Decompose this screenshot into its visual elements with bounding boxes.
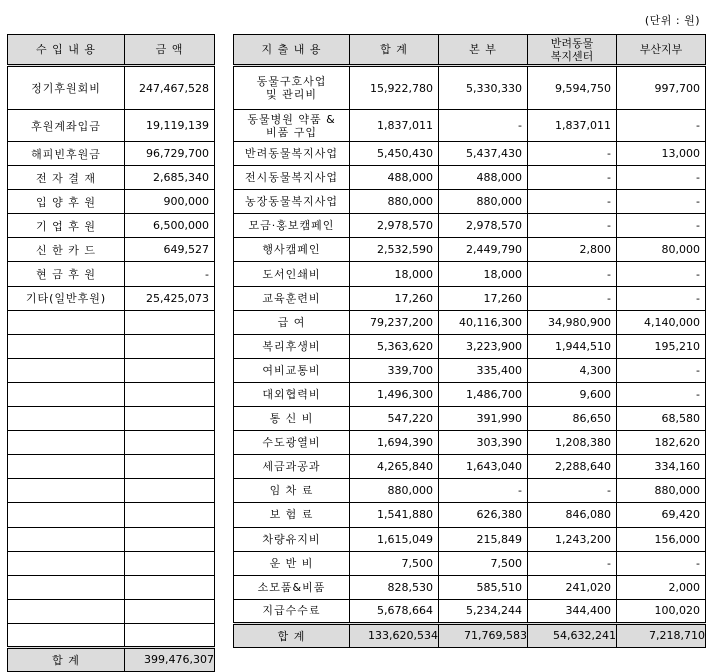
income-row	[8, 599, 215, 623]
expense-center: -	[528, 286, 617, 310]
income-amount	[125, 455, 215, 479]
expense-busan: 2,000	[617, 575, 706, 599]
income-amount	[125, 551, 215, 575]
expense-item: 세금과공과	[234, 455, 350, 479]
expense-hq: 5,234,244	[439, 599, 528, 623]
income-amount: 25,425,073	[125, 286, 215, 310]
expense-item: 동물구호사업 및 관리비	[234, 66, 350, 110]
expense-hq: -	[439, 479, 528, 503]
expense-busan: -	[617, 110, 706, 142]
expense-center: 1,243,200	[528, 527, 617, 551]
expense-item: 통 신 비	[234, 407, 350, 431]
income-item	[8, 407, 125, 431]
expense-hq: 880,000	[439, 190, 528, 214]
expense-row	[234, 407, 706, 431]
income-header-row	[8, 35, 215, 66]
expense-hq: 1,643,040	[439, 455, 528, 479]
expense-row	[234, 527, 706, 551]
expense-row	[234, 262, 706, 286]
expense-center: -	[528, 479, 617, 503]
expense-total-busan: 7,218,710	[617, 623, 706, 647]
income-header-item: 수 입 내 용	[8, 35, 125, 66]
expense-item: 반려동물복지사업	[234, 142, 350, 166]
expense-hq: 215,849	[439, 527, 528, 551]
expense-busan: 80,000	[617, 238, 706, 262]
income-item: 현 금 후 원	[8, 262, 125, 286]
income-amount	[125, 599, 215, 623]
expense-center: 1,837,011	[528, 110, 617, 142]
expense-busan: -	[617, 166, 706, 190]
expense-hq: 303,390	[439, 431, 528, 455]
expense-hq: 1,486,700	[439, 382, 528, 406]
income-item	[8, 479, 125, 503]
expense-total: 17,260	[350, 286, 439, 310]
expense-row	[234, 575, 706, 599]
expense-row	[234, 479, 706, 503]
expense-hq: 40,116,300	[439, 310, 528, 334]
expense-row	[234, 382, 706, 406]
expense-busan: 13,000	[617, 142, 706, 166]
income-total-row	[8, 647, 215, 671]
expense-busan: 156,000	[617, 527, 706, 551]
expense-item: 급 여	[234, 310, 350, 334]
income-row	[8, 407, 215, 431]
expense-busan: 997,700	[617, 66, 706, 110]
expense-busan: 69,420	[617, 503, 706, 527]
expense-busan: -	[617, 262, 706, 286]
expense-total-center: 54,632,241	[528, 623, 617, 647]
expense-busan: 195,210	[617, 334, 706, 358]
expense-busan: -	[617, 286, 706, 310]
income-amount: 96,729,700	[125, 142, 215, 166]
income-row	[8, 166, 215, 190]
expense-row	[234, 334, 706, 358]
expense-row	[234, 110, 706, 142]
expense-center: 2,800	[528, 238, 617, 262]
expense-row	[234, 166, 706, 190]
income-amount	[125, 575, 215, 599]
income-item	[8, 382, 125, 406]
expense-busan: -	[617, 358, 706, 382]
expense-busan: 4,140,000	[617, 310, 706, 334]
income-amount	[125, 334, 215, 358]
income-item	[8, 455, 125, 479]
expense-row	[234, 599, 706, 623]
income-row	[8, 214, 215, 238]
expense-busan: 100,020	[617, 599, 706, 623]
expense-item: 보 험 료	[234, 503, 350, 527]
expense-total: 5,450,430	[350, 142, 439, 166]
expense-hq: -	[439, 110, 528, 142]
expense-row	[234, 503, 706, 527]
expense-center: -	[528, 190, 617, 214]
income-row	[8, 431, 215, 455]
income-item	[8, 431, 125, 455]
expense-center: 86,650	[528, 407, 617, 431]
income-header-amount: 금 액	[125, 35, 215, 66]
expense-center: 2,288,640	[528, 455, 617, 479]
expense-center: 1,208,380	[528, 431, 617, 455]
income-amount	[125, 382, 215, 406]
expense-hq: 585,510	[439, 575, 528, 599]
expense-total: 18,000	[350, 262, 439, 286]
expense-body	[234, 66, 706, 624]
income-item	[8, 551, 125, 575]
income-row	[8, 142, 215, 166]
income-amount: 247,467,528	[125, 66, 215, 110]
expense-total: 2,532,590	[350, 238, 439, 262]
expense-busan: 68,580	[617, 407, 706, 431]
expense-total: 15,922,780	[350, 66, 439, 110]
expense-row	[234, 310, 706, 334]
expense-center: -	[528, 551, 617, 575]
expense-total: 1,694,390	[350, 431, 439, 455]
expense-header-total: 합 계	[350, 35, 439, 66]
income-amount	[125, 527, 215, 551]
income-amount: 900,000	[125, 190, 215, 214]
expense-total: 547,220	[350, 407, 439, 431]
income-row	[8, 575, 215, 599]
income-row	[8, 238, 215, 262]
expense-row	[234, 142, 706, 166]
expense-total-label: 합 계	[234, 623, 350, 647]
expense-center: -	[528, 166, 617, 190]
expense-total: 5,678,664	[350, 599, 439, 623]
expense-hq: 2,978,570	[439, 214, 528, 238]
expense-item: 임 차 료	[234, 479, 350, 503]
expense-row	[234, 214, 706, 238]
expense-center: 241,020	[528, 575, 617, 599]
expense-item: 지급수수료	[234, 599, 350, 623]
income-item	[8, 334, 125, 358]
expense-row	[234, 66, 706, 110]
expense-total: 1,837,011	[350, 110, 439, 142]
income-item: 전 자 결 재	[8, 166, 125, 190]
income-row	[8, 455, 215, 479]
income-amount: -	[125, 262, 215, 286]
expense-total: 880,000	[350, 190, 439, 214]
income-total-amount: 399,476,307	[125, 647, 215, 671]
expense-hq: 18,000	[439, 262, 528, 286]
income-amount	[125, 503, 215, 527]
expense-busan: 880,000	[617, 479, 706, 503]
income-row	[8, 358, 215, 382]
expense-row	[234, 551, 706, 575]
expense-total: 1,541,880	[350, 503, 439, 527]
income-item	[8, 599, 125, 623]
expense-busan: 334,160	[617, 455, 706, 479]
expense-hq: 5,330,330	[439, 66, 528, 110]
income-total-label: 합 계	[8, 647, 125, 671]
expense-total: 880,000	[350, 479, 439, 503]
expense-busan: -	[617, 551, 706, 575]
expense-header-item: 지 출 내 용	[234, 35, 350, 66]
expense-table	[233, 34, 706, 648]
expense-item: 행사캠페인	[234, 238, 350, 262]
expense-row	[234, 431, 706, 455]
income-item	[8, 575, 125, 599]
expense-hq: 391,990	[439, 407, 528, 431]
expense-total-hq: 71,769,583	[439, 623, 528, 647]
expense-total: 1,615,049	[350, 527, 439, 551]
expense-item: 전시동물복지사업	[234, 166, 350, 190]
income-amount	[125, 623, 215, 647]
expense-busan: -	[617, 214, 706, 238]
expense-total: 828,530	[350, 575, 439, 599]
income-item	[8, 503, 125, 527]
expense-row	[234, 238, 706, 262]
income-row	[8, 503, 215, 527]
income-item	[8, 310, 125, 334]
income-row	[8, 623, 215, 647]
expense-total: 7,500	[350, 551, 439, 575]
income-item: 정기후원회비	[8, 66, 125, 110]
income-row	[8, 262, 215, 286]
income-amount	[125, 431, 215, 455]
income-row	[8, 310, 215, 334]
expense-hq: 2,449,790	[439, 238, 528, 262]
income-body	[8, 66, 215, 648]
income-item: 기 업 후 원	[8, 214, 125, 238]
income-item: 신 한 카 드	[8, 238, 125, 262]
expense-total-row	[234, 623, 706, 647]
expense-item: 대외협력비	[234, 382, 350, 406]
income-amount: 6,500,000	[125, 214, 215, 238]
expense-item: 교육훈련비	[234, 286, 350, 310]
expense-center: 846,080	[528, 503, 617, 527]
expense-center: 4,300	[528, 358, 617, 382]
expense-header-row	[234, 35, 706, 66]
income-row	[8, 190, 215, 214]
expense-center: 9,594,750	[528, 66, 617, 110]
income-row	[8, 479, 215, 503]
expense-hq: 488,000	[439, 166, 528, 190]
income-amount	[125, 407, 215, 431]
income-item: 해피빈후원금	[8, 142, 125, 166]
expense-center: 344,400	[528, 599, 617, 623]
expense-item: 운 반 비	[234, 551, 350, 575]
expense-header-busan: 부산지부	[617, 35, 706, 66]
expense-center: 9,600	[528, 382, 617, 406]
expense-center: 1,944,510	[528, 334, 617, 358]
expense-busan: -	[617, 190, 706, 214]
expense-busan: 182,620	[617, 431, 706, 455]
expense-item: 동물병원 약품 & 비품 구입	[234, 110, 350, 142]
expense-item: 차량유지비	[234, 527, 350, 551]
expense-total-sum: 133,620,534	[350, 623, 439, 647]
expense-hq: 17,260	[439, 286, 528, 310]
income-row	[8, 551, 215, 575]
expense-total: 1,496,300	[350, 382, 439, 406]
income-row	[8, 334, 215, 358]
expense-row	[234, 190, 706, 214]
income-item: 기타(일반후원)	[8, 286, 125, 310]
income-item	[8, 527, 125, 551]
expense-item: 도서인쇄비	[234, 262, 350, 286]
expense-item: 소모품&비품	[234, 575, 350, 599]
expense-total: 5,363,620	[350, 334, 439, 358]
expense-item: 복리후생비	[234, 334, 350, 358]
income-amount: 2,685,340	[125, 166, 215, 190]
expense-center: 34,980,900	[528, 310, 617, 334]
income-amount	[125, 310, 215, 334]
expense-center: -	[528, 142, 617, 166]
expense-center: -	[528, 262, 617, 286]
income-item	[8, 358, 125, 382]
expense-total: 79,237,200	[350, 310, 439, 334]
expense-hq: 7,500	[439, 551, 528, 575]
expense-total: 339,700	[350, 358, 439, 382]
expense-total: 2,978,570	[350, 214, 439, 238]
expense-row	[234, 358, 706, 382]
income-row	[8, 66, 215, 110]
expense-hq: 626,380	[439, 503, 528, 527]
income-amount: 19,119,139	[125, 110, 215, 142]
expense-total: 4,265,840	[350, 455, 439, 479]
income-amount	[125, 358, 215, 382]
expense-item: 수도광열비	[234, 431, 350, 455]
expense-item: 농장동물복지사업	[234, 190, 350, 214]
income-amount: 649,527	[125, 238, 215, 262]
expense-busan: -	[617, 382, 706, 406]
income-item: 입 양 후 원	[8, 190, 125, 214]
expense-center: -	[528, 214, 617, 238]
income-row	[8, 382, 215, 406]
income-table	[7, 34, 215, 672]
expense-hq: 5,437,430	[439, 142, 528, 166]
income-row	[8, 527, 215, 551]
expense-item: 여비교통비	[234, 358, 350, 382]
unit-label: (단위 : 원)	[644, 14, 700, 27]
expense-header-center: 반려동물 복지센터	[528, 35, 617, 66]
expense-hq: 335,400	[439, 358, 528, 382]
income-item	[8, 623, 125, 647]
income-amount	[125, 479, 215, 503]
expense-hq: 3,223,900	[439, 334, 528, 358]
expense-total: 488,000	[350, 166, 439, 190]
income-row	[8, 110, 215, 142]
expense-item: 모금·홍보캠페인	[234, 214, 350, 238]
expense-row	[234, 286, 706, 310]
income-item: 후원계좌입금	[8, 110, 125, 142]
expense-header-hq: 본 부	[439, 35, 528, 66]
income-row	[8, 286, 215, 310]
expense-row	[234, 455, 706, 479]
